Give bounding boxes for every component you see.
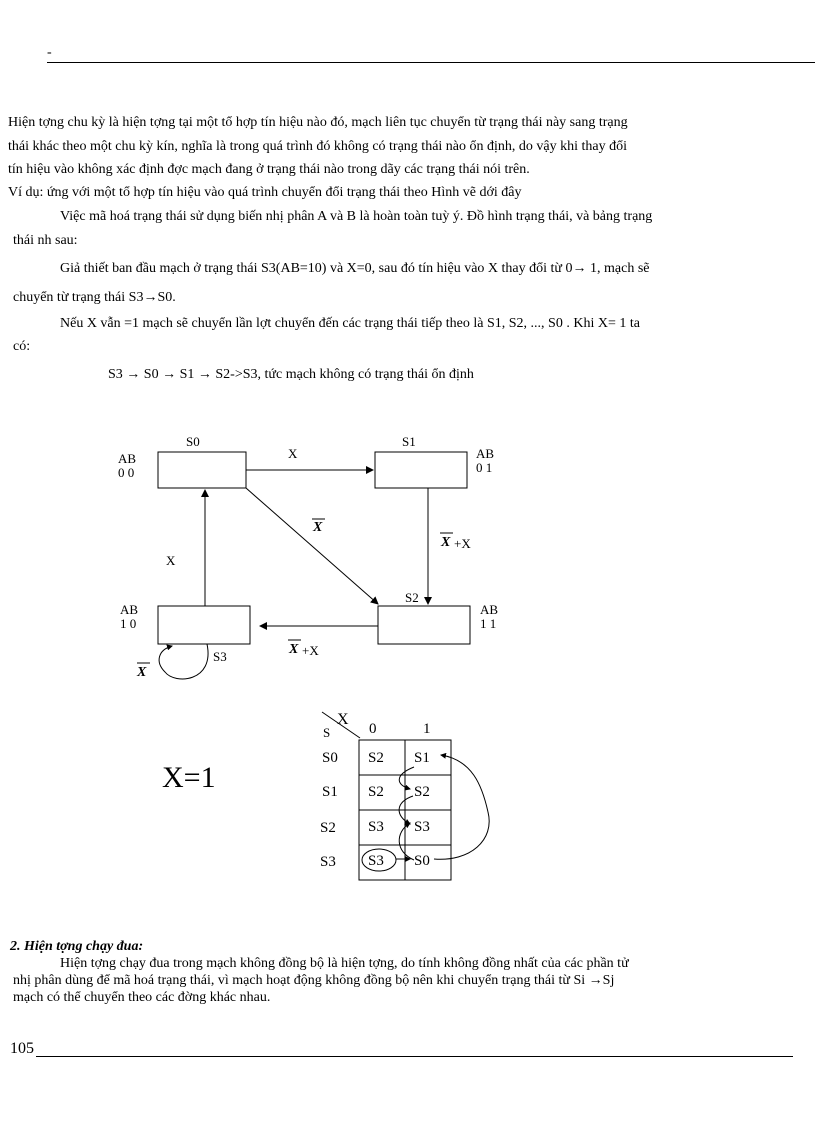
para-line-6: thái nh sau: — [13, 233, 78, 248]
row-label-s2: S2 — [320, 820, 336, 836]
edge-s0-s1-label: X — [288, 446, 298, 461]
state-s1-label: S1 — [402, 434, 416, 449]
right-arrow-icon: → — [162, 367, 177, 382]
para-line-1: Hiện tợng chu kỳ là hiện tợng tại một tổ hợp tín hiệu nào đó, mạch liên tục chuyển từ trạng thái này sang trạng — [8, 115, 628, 130]
s0-code: 0 0 — [118, 465, 135, 480]
state-s2-label: S2 — [405, 590, 419, 605]
cell-s1-1: S2 — [414, 784, 430, 800]
cell-s3-1: S0 — [414, 853, 430, 869]
state-s1-box — [375, 452, 467, 488]
para-line-2: thái khác theo một chu kỳ kín, nghĩa là trong quá trình đó không có trạng thái nào ổn định, do vậy khi thay đổi — [8, 139, 627, 154]
section2-line-2-tail: Sj — [602, 973, 615, 988]
seq-s1: S1 — [176, 367, 198, 382]
s1-ab-label: AB — [476, 446, 495, 461]
edge-s1-s2-plus: +X — [454, 536, 471, 551]
col-header-0: 0 — [369, 721, 377, 737]
para-line-7-text: Giả thiết ban đầu mạch ở trạng thái S3(AB=10) và X=0, sau đó tín hiệu vào X thay đổi từ 0 — [60, 261, 573, 276]
section2-line-2 — [13, 972, 614, 990]
edge-s3-self-label: X — [137, 665, 147, 680]
s1-code: 0 1 — [476, 460, 493, 475]
page-number: 105 — [10, 1040, 34, 1057]
col-header-1: 1 — [423, 721, 431, 737]
para-line-8-tail: S0. — [157, 290, 176, 305]
header-mark: - — [47, 45, 52, 60]
edge-s0-s2 — [246, 488, 378, 604]
seq-s3: S3 — [108, 367, 127, 382]
row-label-s1: S1 — [322, 784, 338, 800]
cell-s2-1: S3 — [414, 819, 430, 835]
s3-code: 1 0 — [120, 616, 137, 631]
row-label-s0: S0 — [322, 750, 338, 766]
right-arrow-icon: → — [126, 367, 141, 382]
state-s0-box — [158, 452, 246, 488]
cell-s0-0: S2 — [368, 750, 384, 766]
section2-line-3: mạch có thể chuyển theo các đờng khác nhau. — [13, 990, 271, 1005]
section2-line-1: Hiện tợng chạy đua trong mạch không đồng bộ là hiện tợng, do tính không đồng nhất của các phần tử — [60, 956, 629, 971]
right-arrow-icon: → — [143, 290, 158, 305]
row-label-s3: S3 — [320, 854, 336, 870]
state-s3-label: S3 — [213, 649, 227, 664]
footer-rule — [36, 1056, 793, 1057]
table-corner-x: X — [337, 711, 349, 728]
right-arrow-icon: → — [197, 367, 212, 382]
para-line-7-tail: 1, mạch sẽ — [586, 261, 650, 276]
edge-s2-s3-xbar: X — [289, 642, 299, 657]
cell-s2-0: S3 — [368, 819, 384, 835]
edge-s3-s0-label: X — [166, 553, 176, 568]
right-arrow-icon: → — [588, 973, 603, 988]
para-line-9: Nếu X vẫn =1 mạch sẽ chuyển lần lợt chuyển đến các trạng thái tiếp theo là S1, S2, ..., S0 . Khi X= 1 ta — [60, 316, 640, 331]
seq-tail: S2->S3, tức mạch không có trạng thái ổn định — [211, 367, 474, 382]
para-line-10: có: — [13, 339, 31, 354]
edge-s1-s2-xbar: X — [441, 535, 451, 550]
cell-s0-1: S1 — [414, 750, 430, 766]
seq-s0: S0 — [140, 367, 163, 382]
s3-ab-label: AB — [120, 602, 139, 617]
state-s0-label: S0 — [186, 434, 200, 449]
table-arrow-s0-s1 — [434, 755, 489, 859]
s2-code: 1 1 — [480, 616, 497, 631]
state-s3-box — [158, 606, 250, 644]
s0-ab-label: AB — [118, 451, 137, 466]
para-line-8-text: chuyển từ trạng thái S3 — [13, 290, 144, 305]
edge-s3-self-loop — [159, 644, 208, 679]
section2-heading: 2. Hiện tợng chạy đua: — [10, 939, 144, 954]
table-corner-s: S — [323, 725, 331, 740]
right-arrow-icon: → — [572, 261, 587, 276]
edge-s0-s2-label: X — [313, 520, 323, 535]
para-line-5: Việc mã hoá trạng thái sử dụng biến nhị phân A và B là hoàn toàn tuỳ ý. Đồ hình trạng thái, và bảng trạng — [60, 209, 653, 224]
s2-ab-label: AB — [480, 602, 499, 617]
edge-s2-s3-plus: +X — [302, 643, 319, 658]
state-s2-box — [378, 606, 470, 644]
table-arrow-s1-s2 — [399, 767, 414, 789]
condition-label: X=1 — [162, 761, 216, 794]
para-line-4: Ví dụ: ứng với một tổ hợp tín hiệu vào quá trình chuyển đổi trạng thái theo Hình vẽ dới đây — [8, 185, 522, 200]
cell-s3-0: S3 — [368, 853, 384, 869]
para-line-3: tín hiệu vào không xác định đợc mạch đang ở trạng thái nào trong dãy các trạng thái nói trên. — [8, 162, 530, 177]
cell-s1-0: S2 — [368, 784, 384, 800]
table-arrow-s0-s3 — [399, 823, 414, 860]
section2-line-2-text: nhị phân dùng để mã hoá trạng thái, vì mạch hoạt động không đồng bộ nên khi chuyển trạng thái từ Si — [13, 973, 589, 988]
